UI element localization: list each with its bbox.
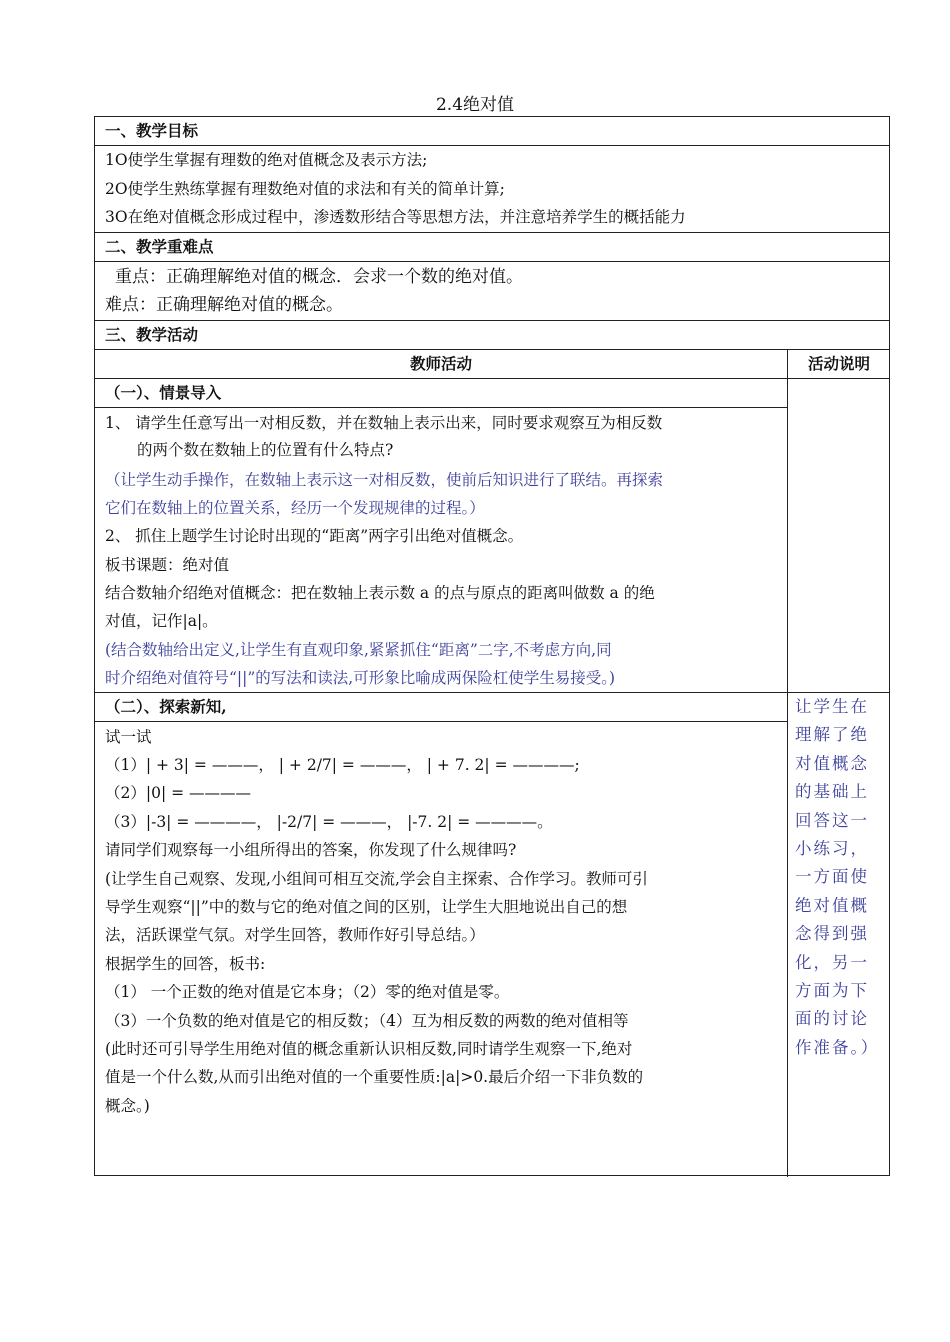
objective-item: 2О使学生熟练掌握有理数绝对值的求法和有关的简单计算; [105, 180, 505, 198]
divider [95, 692, 889, 693]
part-heading-intro: （一）、情景导入 [105, 383, 222, 402]
board-text: 根据学生的回答，板书: [105, 955, 266, 973]
objective-item: 3О在绝对值概念形成过程中，渗透数形结合等思想方法，并注意培养学生的概括能力 [105, 208, 686, 226]
divider [95, 407, 787, 408]
rule-text: （3）一个负数的绝对值是它的相反数；（4）互为相反数的两数的绝对值相等 [105, 1012, 629, 1030]
teaching-note: (让学生自己观察、发现,小组间可相互交流,学会自主探索、合作学习。教师可引 [105, 870, 648, 888]
divider [95, 232, 889, 233]
page-title: 2.4绝对值 [435, 95, 515, 115]
exercise-title: 试一试 [105, 728, 152, 746]
activity-explanation: 让学生在理解了绝对值概念的基础上回答这一小练习，一方面使绝对值概念得到强化，另一方面为下面的讨论作准备。） [795, 697, 880, 1057]
rule-text: （1） 一个正数的绝对值是它本身；（2）零的绝对值是零。 [105, 983, 510, 1001]
divider [95, 145, 889, 146]
teaching-note: 导学生观察“||”中的数与它的绝对值之间的区别，让学生大胆地说出自己的想 [105, 898, 628, 916]
section-heading-objectives: 一、教学目标 [105, 121, 199, 140]
teaching-note: 法，活跃课堂气氛。对学生回答，教师作好引导总结。） [105, 926, 485, 944]
teaching-note: (结合数轴给出定义,让学生有直观印象,紧紧抓住“距离”二字,不考虑方向,同 [105, 641, 612, 659]
question-text: 的两个数在数轴上的位置有什么特点? [137, 441, 394, 459]
teaching-note: 概念。) [105, 1097, 150, 1115]
board-text: 板书课题：绝对值 [105, 556, 230, 574]
divider [95, 378, 889, 379]
definition-text: 结合数轴介绍绝对值概念：把在数轴上表示数 a 的点与原点的距离叫做数 a 的绝 [105, 584, 655, 602]
divider [95, 320, 889, 321]
column-header-note: 活动说明 [807, 354, 870, 373]
divider [95, 261, 889, 262]
teaching-note: 时介绍绝对值符号“||”的写法和读法,可形象比喻成两保险杠使学生易接受。) [105, 669, 616, 687]
divider [95, 721, 787, 722]
definition-text: 对值，记作|a|。 [105, 612, 218, 630]
section-heading-activities: 三、教学活动 [105, 325, 199, 344]
teaching-note: （让学生动手操作，在数轴上表示这一对相反数，使前后知识进行了联结。再探索 [105, 471, 664, 489]
question-text: 请同学们观察每一小组所得出的答案，你发现了什么规律吗? [105, 841, 517, 859]
lesson-plan-table [94, 116, 890, 1176]
teaching-note: 它们在数轴上的位置关系，经历一个发现规律的过程。） [105, 499, 485, 517]
part-heading-explore: （二）、探索新知, [105, 697, 227, 716]
exercise-line: （2）|0| = ———— [105, 784, 252, 802]
column-divider [787, 349, 788, 1177]
difficult-point: 难点：正确理解绝对值的概念。 [105, 295, 343, 315]
column-header-teacher: 教师活动 [409, 354, 472, 373]
teaching-note: (此时还可引导学生用绝对值的概念重新认识相反数,同时请学生观察一下,绝对 [105, 1040, 633, 1058]
divider [95, 349, 889, 350]
question-text: 2、 抓住上题学生讨论时出现的“距离”两字引出绝对值概念。 [105, 527, 524, 545]
question-text: 1、 请学生任意写出一对相反数，并在数轴上表示出来，同时要求观察互为相反数 [105, 414, 663, 432]
teaching-note: 值是一个什么数,从而引出绝对值的一个重要性质:|a|>0.最后介绍一下非负数的 [105, 1068, 644, 1086]
key-point: 重点：正确理解绝对值的概念．会求一个数的绝对值。 [115, 267, 523, 287]
objective-item: 1О使学生掌握有理数的绝对值概念及表示方法; [105, 151, 428, 169]
exercise-line: （3）|-3| = ————， |-2/7| = ———， |-7. 2| = ————。 [105, 813, 553, 831]
exercise-line: （1）| + 3| = ———， | + 2/7| = ———， | + 7. 2| = ————; [105, 756, 580, 774]
section-heading-key-points: 二、教学重难点 [105, 237, 214, 256]
